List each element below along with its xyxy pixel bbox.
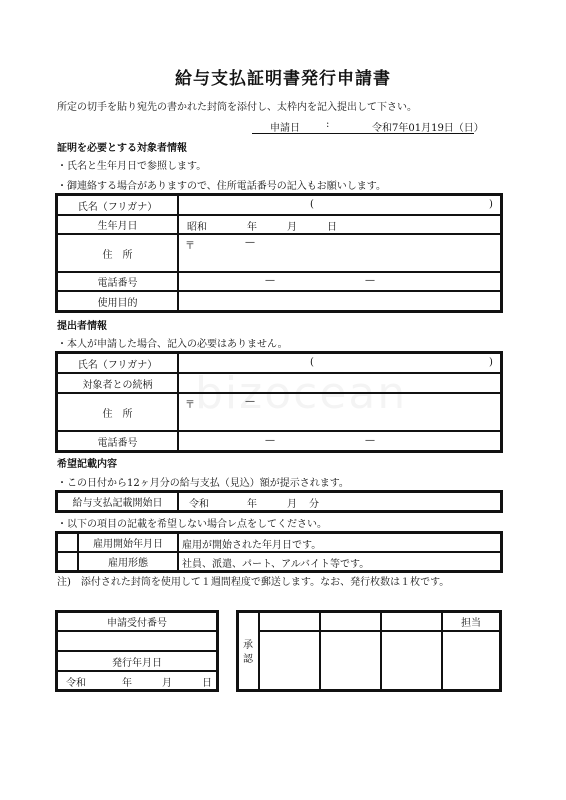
- subject-note-2: ・御連絡する場合がありますので、住所電話番号の記入もお願いします。: [57, 181, 386, 192]
- optout-label-1: 雇用開始年月日: [78, 533, 178, 552]
- subject-birth-label: 生年月日: [57, 215, 178, 234]
- subject-birth-field[interactable]: [178, 215, 501, 234]
- start-year-unit: 年: [247, 499, 257, 510]
- issue-month-unit: 月: [162, 678, 172, 689]
- optout-desc-2: [178, 552, 501, 571]
- optout-form: [55, 531, 503, 573]
- issue-year-unit: 年: [122, 678, 132, 689]
- postal-dash: —: [245, 237, 255, 248]
- phone-dash-1: —: [265, 435, 275, 446]
- birth-day-unit: 日: [327, 222, 337, 233]
- approval-stamp-1[interactable]: [259, 631, 320, 690]
- paren-open: (: [310, 357, 314, 368]
- submitter-name-field[interactable]: [178, 353, 501, 373]
- approval-head-3: [381, 612, 442, 631]
- paren-close: ): [489, 199, 493, 210]
- start-date-label: 給与支払記載開始日: [57, 492, 178, 511]
- submitter-address-field[interactable]: [178, 393, 501, 431]
- birth-month-unit: 月: [287, 222, 297, 233]
- optout-checkbox-1[interactable]: [57, 533, 78, 552]
- subject-address-label: 住 所: [57, 234, 178, 272]
- start-date-form: [55, 490, 503, 513]
- subject-heading: 証明を必要とする対象者情報: [57, 143, 187, 154]
- approval-charge-label: 担当: [442, 612, 500, 631]
- postal-dash: —: [245, 396, 255, 407]
- approval-box: [236, 610, 502, 692]
- optout-checkbox-2[interactable]: [57, 552, 78, 571]
- receipt-number-label: 申請受付番号: [57, 612, 217, 631]
- receipt-number-field[interactable]: [57, 631, 217, 651]
- submitter-phone-label: 電話番号: [57, 431, 178, 451]
- submitter-address-label: 住 所: [57, 393, 178, 431]
- request-date-label: 申請日: [270, 123, 300, 134]
- issue-date-field[interactable]: [57, 671, 217, 690]
- optout-desc-text-2: 社員、派遣、パート、アルバイト等です。: [182, 559, 370, 570]
- submitter-heading: 提出者情報: [57, 321, 107, 332]
- desired-note-2: ・以下の項目の記載を希望しない場合レ点をしてください。: [57, 519, 327, 530]
- issue-day-unit: 日: [202, 678, 212, 689]
- approval-stamp-2[interactable]: [320, 631, 381, 690]
- postal-mark: 〒: [185, 400, 195, 411]
- submitter-phone-field[interactable]: [178, 431, 501, 451]
- postal-mark: 〒: [185, 241, 195, 252]
- desired-note-1: ・この日付から12ヶ月分の給与支払（見込）額が提示されます。: [57, 478, 349, 489]
- submitter-note: ・本人が申請した場合、記入の必要はありません。: [57, 339, 288, 350]
- paren-open: (: [310, 199, 314, 210]
- approval-stamp-charge[interactable]: [442, 631, 500, 690]
- approval-stamp-3[interactable]: [381, 631, 442, 690]
- birth-year-unit: 年: [247, 222, 257, 233]
- footnote: 注) 添付された封筒を使用して１週間程度で郵送します。なお、発行枚数は１枚です。: [57, 577, 450, 588]
- optout-desc-text-1: 雇用が開始された年月日です。: [182, 540, 322, 551]
- submitter-relation-label: 対象者との続柄: [57, 373, 178, 393]
- approval-label: 承認: [243, 640, 253, 665]
- start-unit: 分: [309, 499, 319, 510]
- subject-purpose-field[interactable]: [178, 291, 501, 311]
- optout-desc-1: [178, 533, 501, 552]
- request-date-value[interactable]: 令和7年01月19日（日）: [372, 123, 484, 134]
- document-title: 給与支払証明書発行申請書: [175, 69, 391, 89]
- subject-purpose-label: 使用目的: [57, 291, 178, 311]
- issue-era: 令和: [66, 678, 86, 689]
- subject-form: [55, 193, 503, 313]
- request-date-line: [252, 118, 484, 134]
- phone-dash-2: —: [365, 435, 375, 446]
- start-month-unit: 月: [287, 499, 297, 510]
- submitter-form: [55, 351, 503, 453]
- receipt-box: [55, 610, 219, 692]
- subject-phone-label: 電話番号: [57, 272, 178, 291]
- subject-phone-field[interactable]: [178, 272, 501, 291]
- subject-name-field[interactable]: [178, 195, 501, 215]
- subject-address-field[interactable]: [178, 234, 501, 272]
- paren-close: ): [489, 357, 493, 368]
- start-era: 令和: [189, 499, 209, 510]
- birth-era: 昭和: [187, 222, 207, 233]
- approval-head-2: [320, 612, 381, 631]
- subject-name-label: 氏名（フリガナ）: [57, 195, 178, 215]
- subject-note-1: ・氏名と生年月日で参照します。: [57, 161, 207, 172]
- request-date-sep: :: [326, 119, 330, 130]
- approval-label-cell: [238, 612, 259, 690]
- desired-heading: 希望記載内容: [57, 459, 117, 470]
- phone-dash-2: —: [365, 275, 375, 286]
- submitter-relation-field[interactable]: [178, 373, 501, 393]
- start-date-field[interactable]: [178, 492, 501, 511]
- issue-date-label: 発行年月日: [57, 651, 217, 671]
- phone-dash-1: —: [265, 275, 275, 286]
- optout-label-2: 雇用形態: [78, 552, 178, 571]
- submitter-name-label: 氏名（フリガナ）: [57, 353, 178, 373]
- approval-head-1: [259, 612, 320, 631]
- intro-text: 所定の切手を貼り宛先の書かれた封筒を添付し、太枠内を記入提出して下さい。: [57, 102, 417, 113]
